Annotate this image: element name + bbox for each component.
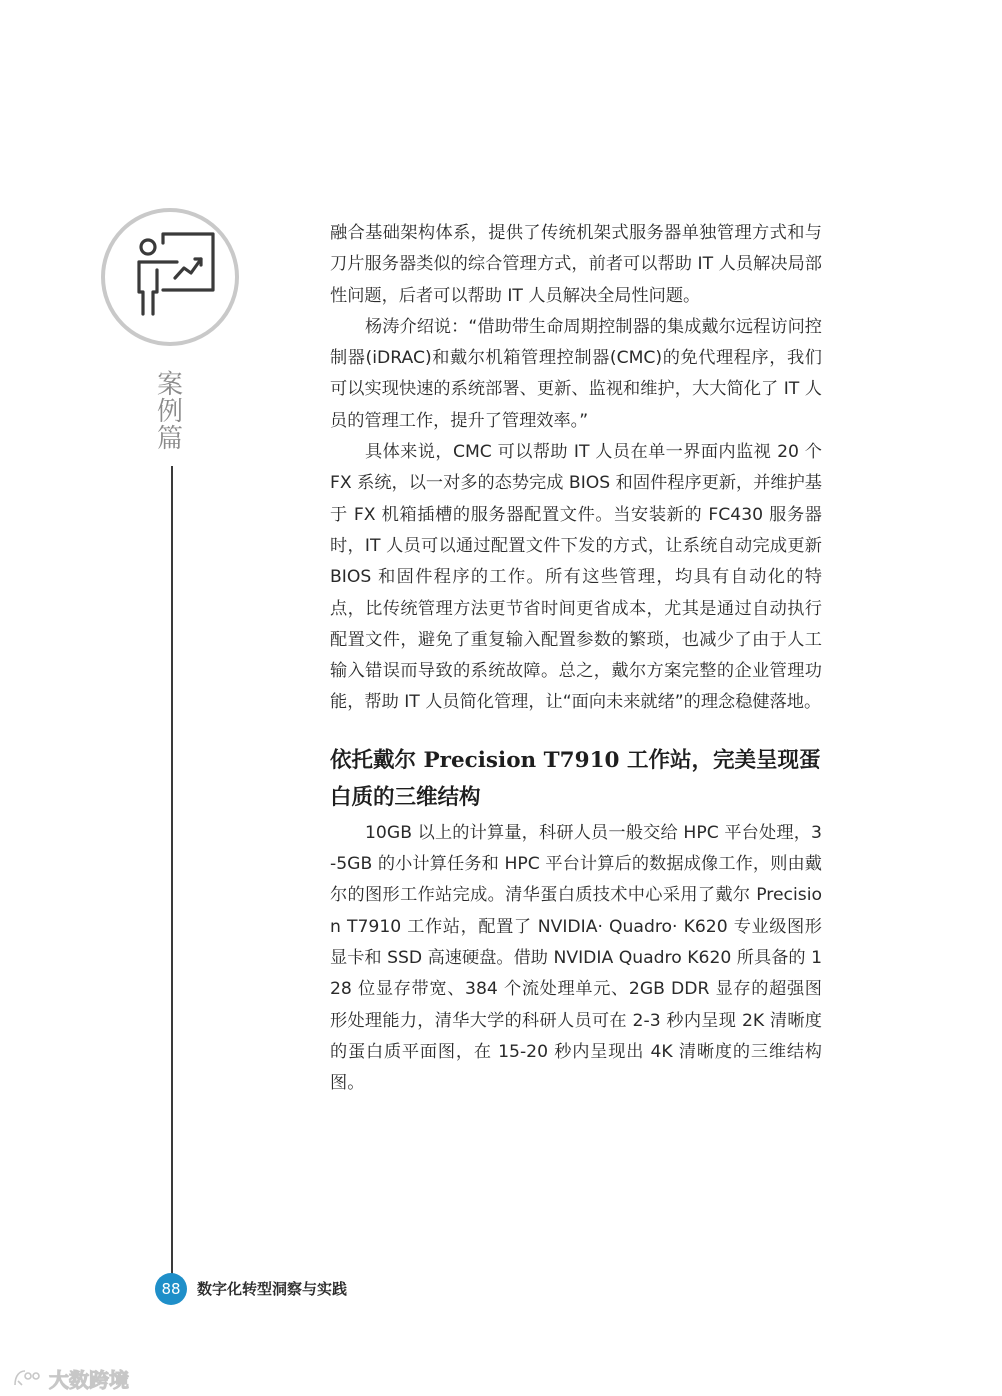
body-paragraph: 融合基础架构体系，提供了传统机架式服务器单独管理方式和与刀片服务器类似的综合管理方式，前者可以帮助 IT 人员解决局部性问题，后者可以帮助 IT 人员解决全局性问题。 [330,223,822,306]
section-label-char: 案 [156,370,183,400]
section-heading: 依托戴尔 Precision T7910 工作站，完美呈现蛋白质的三维结构 [330,747,821,810]
section-label [153,372,187,453]
body-paragraph: 具体来说，CMC 可以帮助 IT 人员在单一界面内监视 20 个 FX 系统，以一对多的态势完成 BIOS 和固件程序更新，并维护基于 FX 机箱插槽的服务器配置文件。当安装新的 FC430 服务器时，IT 人员可以通过配置文件下发的方式，让系统自动完成更新 BIOS 和固件程序的工作。所有这些管理，均具有自动化的特点，比传统管理方法更节省时间更省成本，尤其是通过自动执行配置文件，避免了重复输入配置参数的繁琐，也减少了由于人工输入错误而导致的系统故障。总之，戴尔方案完整的企业管理功能，帮助 IT 人员简化管理，让“面向未来就绪”的理念稳健落地。 [330,442,822,713]
main-content [330,218,822,1099]
watermark [12,1365,129,1391]
section-badge [101,208,239,346]
presenter-chart-icon [105,212,235,342]
sidebar-rule [171,466,173,1274]
body-paragraph: 10GB 以上的计算量，科研人员一般交给 HPC 平台处理，3-5GB 的小计算任务和 HPC 平台计算后的数据成像工作，则由戴尔的图形工作站完成。清华蛋白质技术中心采用了戴尔 Precision T7910 工作站，配置了 NVIDIA· Quadro· K620 专业级图形显卡和 SSD 高速硬盘。借助 NVIDIA Quadro K620 所具备的 128 位显存带宽、384 个流处理单元、2GB DDR 显存的超强图形处理能力，清华大学的科研人员可在 2-3 秒内呈现 2K 清晰度的蛋白质平面图，在 15-20 秒内呈现出 4K 清晰度的三维结构图。 [330,822,822,1094]
section-label-char: 例 [156,397,183,427]
body-paragraph: 杨涛介绍说：“借助带生命周期控制器的集成戴尔远程访问控制器(iDRAC)和戴尔机箱管理控制器(CMC)的免代理程序，我们可以实现快速的系统部署、更新、监视和维护，大大简化了 IT 人员的管理工作，提升了管理效率。” [330,316,822,431]
book-title: 数字化转型洞察与实践 [197,1280,348,1298]
watermark-text: 大数跨境 [49,1367,129,1392]
section-label-char: 篇 [156,424,183,454]
page-number: 88 [155,1273,187,1305]
watermark-logo-icon [12,1367,46,1389]
